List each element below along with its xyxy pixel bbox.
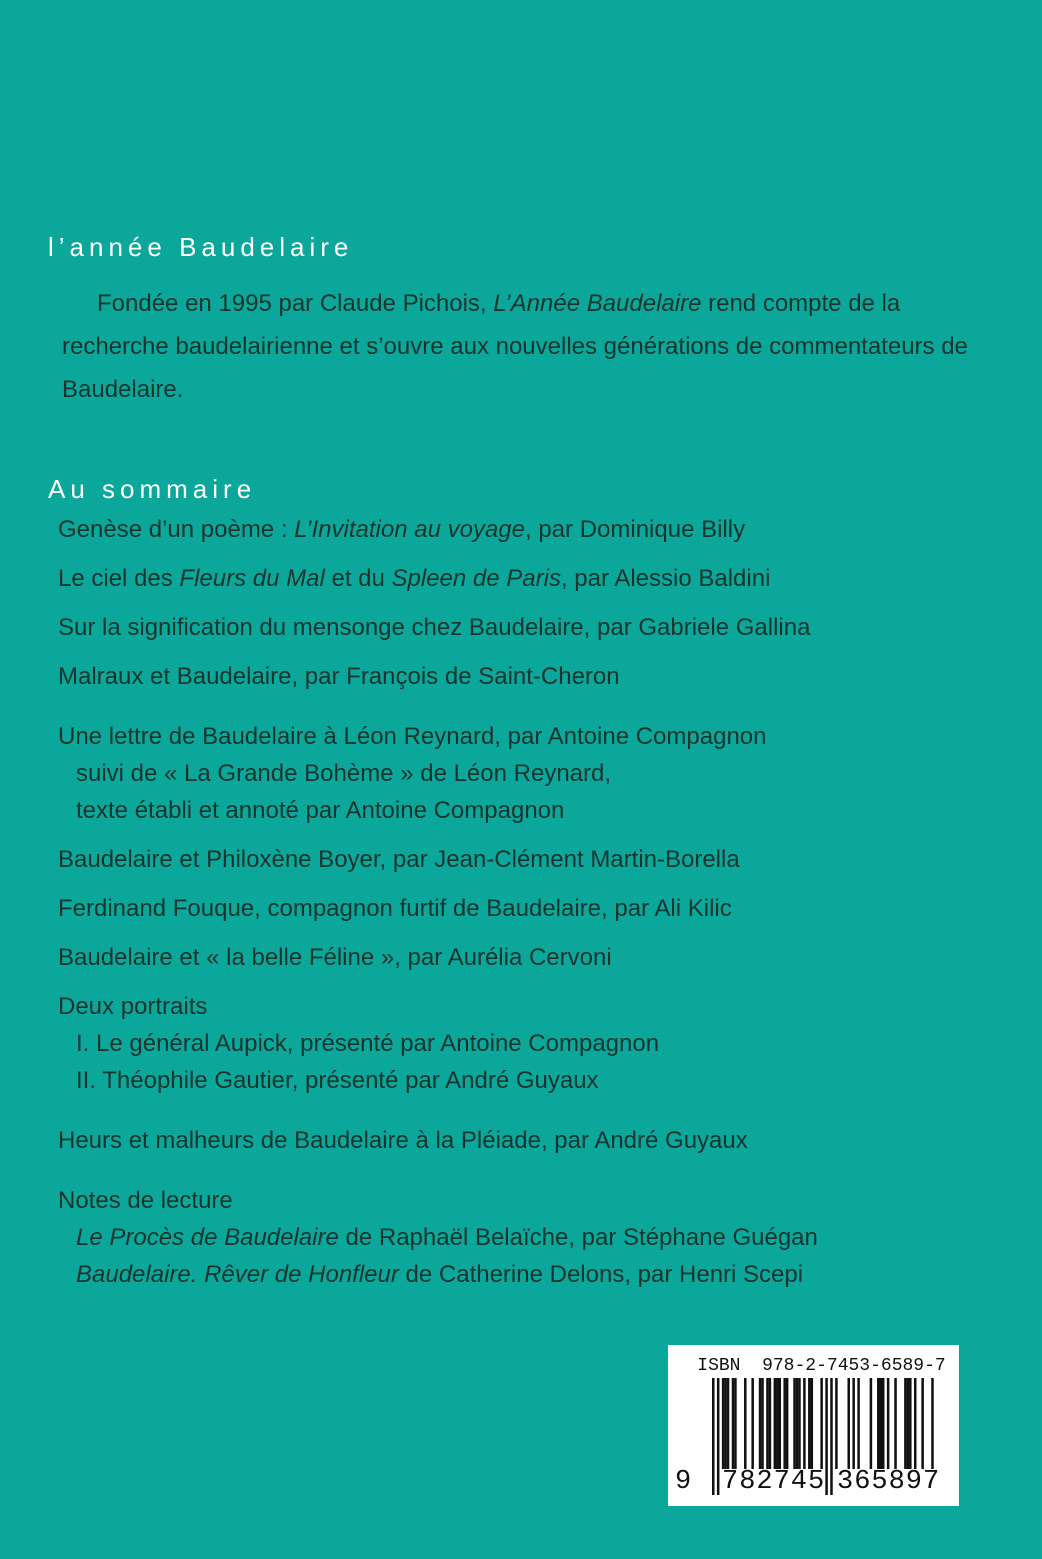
toc-item (58, 1067, 1008, 1094)
table-of-contents (58, 516, 1008, 1288)
summary-heading: Au sommaire (48, 474, 257, 504)
italic-text-segment: Fleurs du Mal (179, 565, 325, 592)
italic-text-segment: Baudelaire. Rêver de Honfleur (76, 1261, 399, 1288)
text-segment: Heurs et malheurs de Baudelaire à la Pléiade, par André Guyaux (58, 1127, 748, 1154)
ean-digits-right: 365897 (837, 1467, 941, 1497)
italic-text-segment: L’Invitation au voyage (294, 516, 525, 543)
toc-item (58, 993, 1008, 1020)
toc-item (58, 760, 1008, 787)
text-segment: Baudelaire et « la belle Féline », par Aurélia Cervoni (58, 944, 612, 971)
text-segment: de Raphaël Belaïche, par Stéphane Guégan (338, 1224, 818, 1251)
toc-item (58, 516, 1008, 543)
text-segment: Notes de lecture (58, 1187, 233, 1214)
text-segment: suivi de « La Grande Bohème » de Léon Reynard, (76, 760, 612, 787)
isbn-number: ISBN 978-2-7453-6589-7 (697, 1356, 946, 1376)
text-segment: Une lettre de Baudelaire à Léon Reynard, par Antoine Compagnon (58, 723, 767, 750)
text-segment: et du (324, 565, 392, 592)
toc-item (58, 895, 1008, 922)
text-segment: II. Théophile Gautier, présenté par André Guyaux (76, 1067, 599, 1094)
toc-item (58, 614, 1008, 641)
text-segment: texte établi et annoté par Antoine Compagnon (76, 797, 565, 824)
toc-item (58, 1187, 1008, 1214)
text-segment: rend compte de la recherche baudelairienne et s’ouvre aux nouvelles générations de commentateurs de Baudelaire. (62, 290, 968, 403)
isbn-barcode-block (668, 1345, 959, 1506)
italic-text-segment: Spleen de Paris (391, 565, 561, 592)
intro-paragraph (62, 282, 974, 411)
toc-item (58, 1030, 1008, 1057)
journal-title: l’année Baudelaire (48, 232, 354, 262)
text-segment: Ferdinand Fouque, compagnon furtif de Baudelaire, par Ali Kilic (58, 895, 732, 922)
toc-item (58, 797, 1008, 824)
ean-digit-first: 9 (675, 1467, 693, 1497)
text-segment: Baudelaire et Philoxène Boyer, par Jean-Clément Martin-Borella (58, 846, 740, 873)
toc-item (58, 1224, 1008, 1251)
ean-digits-left: 782745 (722, 1467, 826, 1497)
text-segment: , par Dominique Billy (525, 516, 746, 543)
text-segment: de Catherine Delons, par Henri Scepi (398, 1261, 804, 1288)
toc-item (58, 663, 1008, 690)
toc-item (58, 723, 1008, 750)
toc-item (58, 944, 1008, 971)
toc-item (58, 565, 1008, 592)
text-segment: Sur la signification du mensonge chez Baudelaire, par Gabriele Gallina (58, 614, 811, 641)
text-segment: , par Alessio Baldini (560, 565, 771, 592)
toc-item (58, 846, 1008, 873)
text-segment: I. Le général Aupick, présenté par Antoine Compagnon (76, 1030, 660, 1057)
text-segment: Fondée en 1995 par Claude Pichois, (97, 290, 494, 317)
text-segment: Deux portraits (58, 993, 208, 1020)
text-segment: Le ciel des (58, 565, 180, 592)
text-segment: Malraux et Baudelaire, par François de Saint-Cheron (58, 663, 620, 690)
text-segment: Genèse d’un poème : (58, 516, 295, 543)
toc-item (58, 1261, 1008, 1288)
italic-text-segment: L’Année Baudelaire (493, 290, 702, 317)
italic-text-segment: Le Procès de Baudelaire (76, 1224, 339, 1251)
toc-item (58, 1127, 1008, 1154)
